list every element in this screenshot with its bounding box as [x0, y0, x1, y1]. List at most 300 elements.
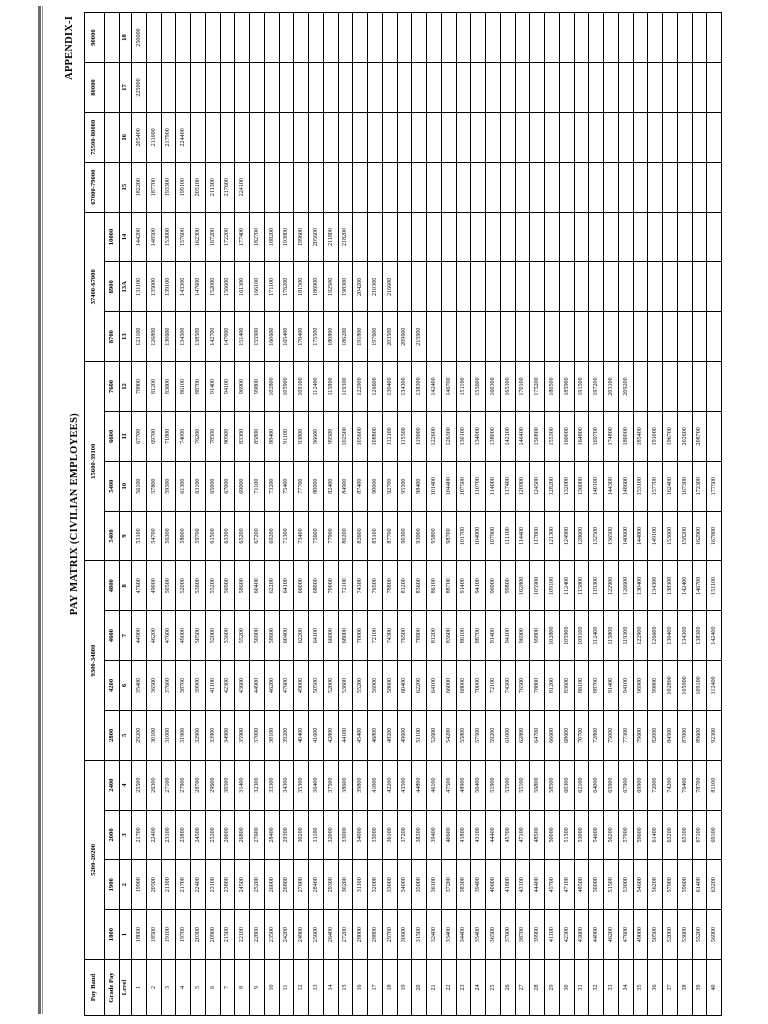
level-index-cell: 11 — [279, 960, 294, 1016]
pay-cell: 32300 — [250, 760, 265, 810]
pay-cell — [692, 112, 707, 162]
pay-cell: 155300 — [545, 411, 560, 461]
pay-cell: 35900 — [235, 710, 250, 760]
pay-cell: 73400 — [294, 511, 309, 561]
pay-cell: 54700 — [146, 511, 161, 561]
pay-cell — [648, 262, 663, 312]
pay-cell: 36500 — [486, 910, 501, 960]
pay-cell: 38700 — [176, 661, 191, 711]
pay-cell: 36400 — [309, 760, 324, 810]
pay-cell: 30500 — [220, 760, 235, 810]
table-row — [264, 13, 279, 1016]
pay-cell: 181500 — [294, 262, 309, 312]
pay-cell: 29200 — [132, 710, 147, 760]
pay-cell: 150800 — [530, 411, 545, 461]
pay-cell: 115800 — [574, 561, 589, 611]
pay-cell: 86100 — [176, 362, 191, 412]
pay-cell: 74300 — [382, 611, 397, 661]
pay-cell — [235, 13, 250, 63]
pay-cell: 62800 — [515, 710, 530, 760]
pay-cell: 52000 — [176, 561, 191, 611]
pay-cell: 140600 — [618, 511, 633, 561]
pay-cell: 88700 — [191, 362, 206, 412]
pay-cell: 94100 — [471, 561, 486, 611]
pay-cell — [633, 362, 648, 412]
pay-cell — [294, 112, 309, 162]
pay-cell: 28400 — [264, 810, 279, 860]
pay-cell: 69700 — [146, 411, 161, 461]
pay-cell — [486, 112, 501, 162]
pay-cell: 38300 — [456, 860, 471, 910]
level-index-cell: 25 — [486, 960, 501, 1016]
level-header: 12 — [120, 362, 132, 412]
pay-cell: 217900 — [161, 112, 176, 162]
pay-cell: 54200 — [441, 710, 456, 760]
pay-cell: 72000 — [648, 760, 663, 810]
pay-cell — [633, 63, 648, 113]
page-edge-rule-inner — [42, 6, 43, 1014]
pay-cell — [589, 162, 604, 212]
level-index-cell: 12 — [294, 960, 309, 1016]
appendix-label: APPENDIX-I — [64, 16, 75, 80]
pay-cell: 35000 — [368, 810, 383, 860]
pay-cell — [368, 212, 383, 262]
pay-cell — [456, 162, 471, 212]
pay-cell: 88700 — [441, 561, 456, 611]
pay-cell — [309, 162, 324, 212]
level-index-cell: 19 — [397, 960, 412, 1016]
pay-cell: 108800 — [368, 411, 383, 461]
pay-cell — [530, 13, 545, 63]
pay-cell — [648, 362, 663, 412]
pay-cell — [677, 112, 692, 162]
pay-cell — [545, 63, 560, 113]
pay-cell: 51500 — [604, 860, 619, 910]
pay-cell — [692, 262, 707, 312]
pay-cell: 63200 — [707, 860, 722, 910]
pay-cell — [441, 212, 456, 262]
pay-cell — [176, 13, 191, 63]
pay-cell: 146700 — [441, 362, 456, 412]
pay-cell: 63100 — [191, 461, 206, 511]
pay-cell: 102500 — [338, 411, 353, 461]
pay-cell: 45400 — [353, 710, 368, 760]
pay-cell: 49600 — [397, 710, 412, 760]
pay-cell: 144300 — [604, 461, 619, 511]
pay-cell — [618, 312, 633, 362]
pay-cell: 94100 — [500, 611, 515, 661]
pay-cell — [456, 212, 471, 262]
pay-cell — [279, 63, 294, 113]
pay-cell: 94100 — [618, 661, 633, 711]
pay-cell: 126600 — [648, 611, 663, 661]
pay-cell: 19100 — [161, 910, 176, 960]
pay-cell: 121300 — [545, 511, 560, 561]
pay-cell — [250, 162, 265, 212]
level-header: 14 — [120, 212, 132, 262]
pay-cell: 83600 — [441, 611, 456, 661]
pay-cell: 24500 — [191, 810, 206, 860]
pay-cell — [677, 63, 692, 113]
pay-cell: 138500 — [191, 312, 206, 362]
pay-cell — [486, 13, 501, 63]
pay-cell: 19700 — [176, 910, 191, 960]
pay-cell: 26400 — [323, 910, 338, 960]
pay-cell — [382, 212, 397, 262]
level-index-cell: 38 — [677, 960, 692, 1016]
pay-cell: 160600 — [264, 312, 279, 362]
pay-cell: 70700 — [574, 710, 589, 760]
pay-cell — [604, 13, 619, 63]
pay-cell: 144200 — [132, 212, 147, 262]
pay-cell: 50000 — [545, 810, 560, 860]
pay-cell — [412, 112, 427, 162]
grade-pay-header: 5400 — [105, 461, 120, 511]
pay-cell — [663, 312, 678, 362]
pay-cell: 55200 — [205, 561, 220, 611]
pay-cell: 22400 — [191, 860, 206, 910]
pay-cell — [574, 162, 589, 212]
pay-band-header: 5200-20200 — [85, 760, 105, 959]
pay-cell — [648, 13, 663, 63]
pay-cell: 62200 — [264, 561, 279, 611]
pay-cell — [471, 63, 486, 113]
pay-cell — [574, 13, 589, 63]
pay-cell: 30200 — [338, 860, 353, 910]
pay-cell — [441, 112, 456, 162]
level-index-cell: 29 — [545, 960, 560, 1016]
pay-cell: 61400 — [692, 860, 707, 910]
pay-cell: 90300 — [397, 511, 412, 561]
pay-cell: 34900 — [220, 710, 235, 760]
pay-band-header: 75500-80000 — [85, 112, 105, 162]
pay-cell: 48500 — [530, 810, 545, 860]
document-title: PAY MATRIX (CIVILIAN EMPLOYEES) — [69, 412, 80, 616]
pay-cell — [441, 262, 456, 312]
table-row — [309, 13, 324, 1016]
pay-cell: 211600 — [146, 112, 161, 162]
pay-cell: 82400 — [323, 461, 338, 511]
pay-cell — [500, 312, 515, 362]
pay-cell: 136500 — [604, 511, 619, 561]
pay-cell — [338, 162, 353, 212]
pay-cell: 208700 — [692, 411, 707, 461]
pay-cell — [692, 312, 707, 362]
pay-cell: 21500 — [220, 910, 235, 960]
pay-cell: 218200 — [338, 212, 353, 262]
pay-band-header: 80000 — [85, 63, 105, 113]
pay-band-header: 15600-39100 — [85, 362, 105, 561]
grade-pay-header: 2000 — [105, 810, 120, 860]
pay-cell — [279, 112, 294, 162]
pay-cell: 39800 — [353, 760, 368, 810]
pay-cell — [500, 112, 515, 162]
pay-cell — [397, 112, 412, 162]
pay-cell: 89600 — [692, 710, 707, 760]
pay-cell: 22400 — [146, 810, 161, 860]
pay-cell: 151100 — [456, 362, 471, 412]
table-row — [456, 13, 471, 1016]
pay-cell: 76500 — [515, 661, 530, 711]
pay-cell: 225000 — [132, 63, 147, 113]
pay-cell — [412, 262, 427, 312]
level-index-cell: 14 — [323, 960, 338, 1016]
level-index-cell: 20 — [412, 960, 427, 1016]
pay-cell: 45700 — [545, 860, 560, 910]
pay-cell — [589, 13, 604, 63]
pay-cell: 71100 — [250, 461, 265, 511]
table-row — [397, 13, 412, 1016]
pay-cell — [486, 212, 501, 262]
pay-cell: 80900 — [220, 411, 235, 461]
pay-cell: 87400 — [353, 461, 368, 511]
pay-band-header-row — [85, 13, 105, 1016]
pay-cell: 102800 — [515, 561, 530, 611]
pay-cell: 138300 — [412, 362, 427, 412]
pay-cell — [279, 13, 294, 63]
pay-cell: 81200 — [146, 362, 161, 412]
pay-cell: 114000 — [486, 461, 501, 511]
pay-cell — [323, 162, 338, 212]
pay-cell — [441, 13, 456, 63]
pay-cell: 101700 — [456, 511, 471, 561]
pay-cell: 72800 — [589, 710, 604, 760]
pay-cell: 40400 — [294, 710, 309, 760]
pay-cell: 43600 — [235, 661, 250, 711]
pay-cell: 42800 — [323, 710, 338, 760]
pay-cell: 31400 — [235, 760, 250, 810]
level-index-cell: 18 — [382, 960, 397, 1016]
pay-cell: 23100 — [205, 860, 220, 910]
pay-cell — [486, 162, 501, 212]
pay-cell: 48900 — [456, 760, 471, 810]
pay-cell: 59500 — [161, 461, 176, 511]
pay-cell: 224100 — [235, 162, 250, 212]
pay-cell — [707, 262, 722, 312]
level-index-cell: 15 — [338, 960, 353, 1016]
pay-cell: 41800 — [500, 860, 515, 910]
pay-cell: 157700 — [648, 461, 663, 511]
pay-cell — [500, 262, 515, 312]
pay-cell: 78700 — [692, 760, 707, 810]
pay-cell: 41100 — [545, 910, 560, 960]
pay-cell: 52000 — [205, 611, 220, 661]
pay-cell: 80000 — [309, 461, 324, 511]
pay-cell: 26000 — [220, 810, 235, 860]
pay-cell: 39900 — [530, 910, 545, 960]
pay-cell: 31000 — [161, 710, 176, 760]
pay-cell: 37500 — [323, 760, 338, 810]
pay-cell — [618, 162, 633, 212]
pay-cell: 49000 — [294, 661, 309, 711]
pay-cell: 107900 — [486, 511, 501, 561]
level-index-cell: 22 — [441, 960, 456, 1016]
pay-cell: 33000 — [338, 810, 353, 860]
pay-cell: 77300 — [618, 710, 633, 760]
pay-cell — [515, 112, 530, 162]
level-header: 15 — [120, 162, 132, 212]
pay-cell — [368, 112, 383, 162]
grade-pay-header: 5400 — [105, 511, 120, 561]
pay-cell: 96600 — [309, 411, 324, 461]
pay-cell: 53600 — [338, 661, 353, 711]
pay-cell: 36100 — [382, 810, 397, 860]
pay-cell: 38600 — [338, 760, 353, 810]
grade-pay-header: 4800 — [105, 561, 120, 611]
pay-cell: 78800 — [412, 611, 427, 661]
pay-cell: 75400 — [279, 461, 294, 511]
pay-cell — [191, 112, 206, 162]
table-row — [692, 13, 707, 1016]
level-index-cell: 27 — [515, 960, 530, 1016]
pay-cell: 161300 — [235, 262, 250, 312]
pay-cell — [707, 362, 722, 412]
table-row — [545, 13, 560, 1016]
pay-cell: 126600 — [618, 561, 633, 611]
pay-band-header: 67000-79000 — [85, 162, 105, 212]
pay-cell — [707, 112, 722, 162]
pay-cell: 67700 — [132, 411, 147, 461]
table-row — [132, 13, 147, 1016]
level-index-cell: 2 — [146, 960, 161, 1016]
pay-cell — [530, 162, 545, 212]
pay-cell: 83600 — [412, 561, 427, 611]
pay-cell: 23800 — [220, 860, 235, 910]
pay-cell: 50500 — [648, 910, 663, 960]
pay-cell: 81100 — [707, 760, 722, 810]
pay-cell — [382, 112, 397, 162]
level-header: 9 — [120, 511, 132, 561]
pay-cell: 23800 — [176, 810, 191, 860]
pay-cell: 69100 — [707, 810, 722, 860]
pay-cell — [677, 312, 692, 362]
table-row — [486, 13, 501, 1016]
level-index-cell: 5 — [191, 960, 206, 1016]
pay-cell — [530, 63, 545, 113]
pay-cell — [589, 112, 604, 162]
pay-cell: 47600 — [618, 910, 633, 960]
pay-cell: 54600 — [589, 810, 604, 860]
pay-cell: 104400 — [441, 461, 456, 511]
pay-cell — [412, 63, 427, 113]
pay-cell — [205, 63, 220, 113]
pay-cell: 147600 — [191, 262, 206, 312]
pay-cell — [633, 162, 648, 212]
pay-cell: 68000 — [338, 611, 353, 661]
level-index-cell: 35 — [633, 960, 648, 1016]
pay-cell: 81200 — [427, 611, 442, 661]
pay-cell — [397, 63, 412, 113]
pay-cell — [382, 13, 397, 63]
pay-cell: 148500 — [146, 212, 161, 262]
pay-cell: 33900 — [205, 710, 220, 760]
pay-cell: 112400 — [309, 362, 324, 412]
pay-cell: 83300 — [235, 411, 250, 461]
pay-cell: 134300 — [677, 611, 692, 661]
table-row — [707, 13, 722, 1016]
pay-cell — [456, 262, 471, 312]
pay-cell: 140100 — [589, 461, 604, 511]
pay-cell — [559, 212, 574, 262]
pay-cell — [456, 63, 471, 113]
pay-cell: 75600 — [309, 511, 324, 561]
pay-cell: 25500 — [132, 760, 147, 810]
level-index-cell: 23 — [456, 960, 471, 1016]
pay-cell — [692, 63, 707, 113]
pay-cell — [471, 212, 486, 262]
pay-cell: 170100 — [515, 362, 530, 412]
pay-cell — [427, 63, 442, 113]
level-header: 13A — [120, 262, 132, 312]
pay-cell: 175500 — [309, 312, 324, 362]
pay-cell: 71800 — [161, 411, 176, 461]
level-header: 2 — [120, 860, 132, 910]
pay-cell: 155600 — [471, 362, 486, 412]
table-row — [176, 13, 191, 1016]
level-index-cell: 32 — [589, 960, 604, 1016]
pay-cell: 42200 — [382, 760, 397, 810]
pay-cell: 49000 — [146, 561, 161, 611]
pay-cell — [161, 63, 176, 113]
pay-cell: 37600 — [161, 661, 176, 711]
pay-cell: 83600 — [559, 661, 574, 711]
pay-cell: 105900 — [677, 661, 692, 711]
pay-cell: 96900 — [486, 561, 501, 611]
pay-cell: 25200 — [250, 860, 265, 910]
level-index-cell: 26 — [500, 960, 515, 1016]
pay-cell: 66000 — [294, 561, 309, 611]
pay-cell: 142700 — [205, 312, 220, 362]
pay-cell — [692, 13, 707, 63]
pay-cell — [471, 262, 486, 312]
pay-cell — [427, 13, 442, 63]
grade-pay-label: Grade Pay — [105, 960, 120, 1016]
pay-cell: 136000 — [574, 461, 589, 511]
pay-cell: 186200 — [338, 312, 353, 362]
pay-cell: 74300 — [500, 661, 515, 711]
level-index-cell: 24 — [471, 960, 486, 1016]
pay-cell: 32000 — [368, 860, 383, 910]
pay-cell: 130600 — [161, 312, 176, 362]
pay-cell: 46200 — [604, 910, 619, 960]
pay-cell: 30600 — [397, 910, 412, 960]
pay-cell: 109100 — [545, 561, 560, 611]
table-row — [663, 13, 678, 1016]
pay-cell: 101400 — [427, 461, 442, 511]
pay-cell: 124500 — [530, 461, 545, 511]
pay-cell — [500, 63, 515, 113]
pay-cell — [692, 212, 707, 262]
pay-cell: 199100 — [176, 162, 191, 212]
pay-cell: 36500 — [146, 661, 161, 711]
pay-cell: 224400 — [176, 112, 191, 162]
pay-cell — [397, 13, 412, 63]
pay-cell — [648, 312, 663, 362]
pay-cell: 34400 — [456, 910, 471, 960]
pay-cell: 37600 — [500, 910, 515, 960]
pay-cell: 112400 — [559, 561, 574, 611]
pay-cell: 142400 — [677, 561, 692, 611]
pay-cell: 22800 — [250, 910, 265, 960]
pay-cell: 130400 — [382, 362, 397, 412]
table-row — [220, 13, 235, 1016]
pay-cell: 130400 — [663, 611, 678, 661]
pay-cell: 138300 — [663, 561, 678, 611]
pay-cell: 99800 — [250, 362, 265, 412]
pay-cell: 112100 — [382, 411, 397, 461]
pay-cell: 84900 — [338, 461, 353, 511]
pay-cell: 91400 — [456, 561, 471, 611]
